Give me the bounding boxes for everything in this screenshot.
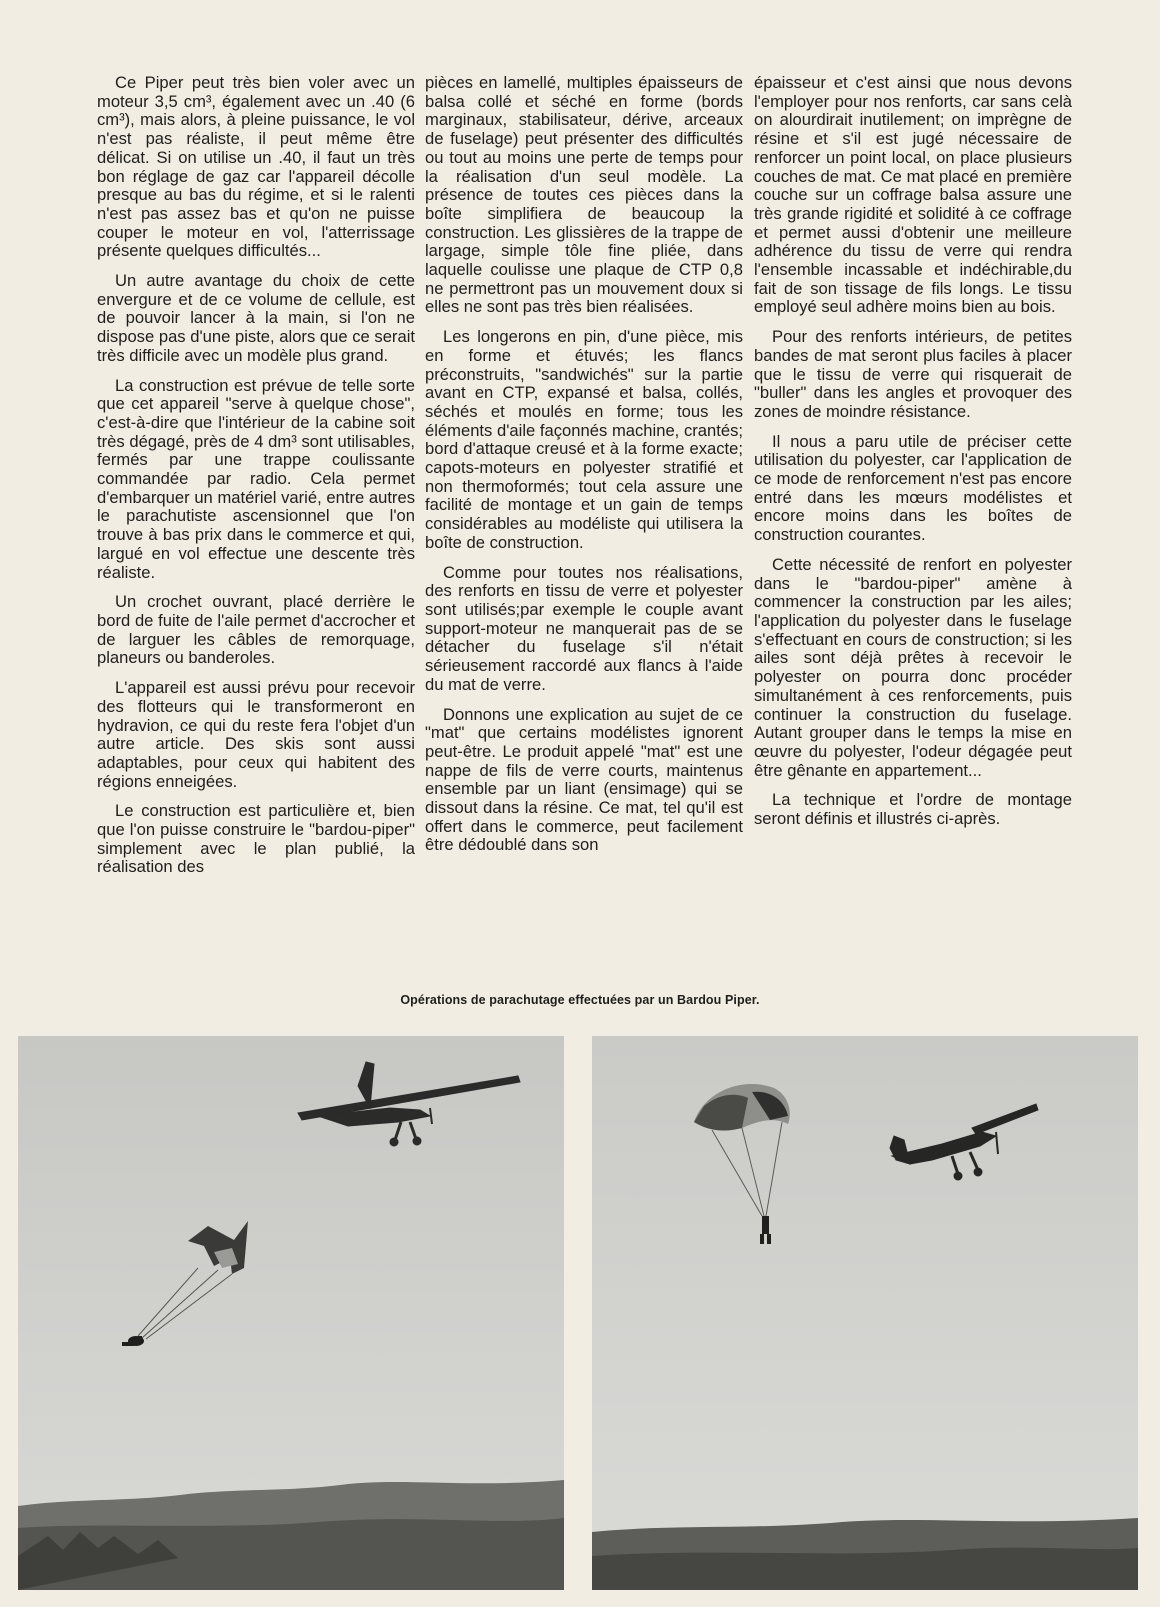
treeline	[592, 1548, 1138, 1590]
paragraph: L'appareil est aussi prévu pour recevoir des flotteurs qui le transformeront en hydravion, ce qui du reste fera l'objet d'un autre article. Des skis sont aussi adaptables, pour ceux qui habitent des régions enneigées.	[97, 678, 415, 791]
photo-plane-parachutist-left	[18, 1036, 564, 1590]
paragraph: Un crochet ouvrant, placé derrière le bord de fuite de l'aile permet d'accrocher et de larguer les câbles de remorquage, planeurs ou banderoles.	[97, 592, 415, 668]
paragraph: La construction est prévue de telle sorte que cet appareil "serve à quelque chose", c'est-à-dire que l'intérieur de la cabine soit très dégagé, près de 4 dm³ sont utilisables, fermés par une trappe coulissante commandée par radio. Cela permet d'embarquer un matériel varié, entre autres le parachutiste ascensionnel que l'on trouve à bas prix dans le commerce et qui, largué en vol effectue une descente très réaliste.	[97, 375, 415, 582]
photo-plane-parachutist-right	[592, 1036, 1138, 1590]
sky	[592, 1036, 1138, 1590]
paragraph: Pour des renforts intérieurs, de petites bandes de mat seront plus faciles à placer que le tissu de verre qui risquerait de "buller" dans les angles et provoquer des zones de moindre résistance.	[754, 327, 1072, 421]
photo-left-image	[18, 1036, 564, 1590]
photo-caption: Opérations de parachutage effectuées par un Bardou Piper.	[400, 993, 760, 1007]
paragraph: épaisseur et c'est ainsi que nous devons l'employer pour nos renforts, car sans celà on alourdirait inutilement; on imprègne de résine et s'il est jugé nécessaire de renforcer un point local, on place plusieurs couches de mat. Ce mat placé en première couche sur un coffrage balsa assure une très grande rigidité et solidité à ce coffrage et permet aussi d'obtenir une meilleure adhérence du tissu de verre qui rendra l'ensemble incassable et indéchirable,du fait de son tissage de fils longs. Le tissu employé seul adhère moins bien au bois.	[754, 73, 1072, 317]
paragraph: Ce Piper peut très bien voler avec un moteur 3,5 cm³, également avec un .40 (6 cm³), mais alors, à pleine puissance, le vol n'est pas réaliste, il peut même être délicat. Si on utilise un .40, il faut un très bon réglage de gaz car l'appareil décolle presque au bas du régime, et si le ralenti n'est pas assez bas et qu'on ne puisse couper le moteur en vol, l'atterrissage présente quelques difficultés...	[97, 73, 415, 261]
paragraph: Il nous a paru utile de préciser cette utilisation du polyester, car l'application de ce mode de renforcement n'est pas encore entré dans les mœurs modélistes et encore moins dans les boîtes de construction courantes.	[754, 431, 1072, 545]
text-column-2	[425, 74, 743, 866]
paragraph: pièces en lamellé, multiples épaisseurs de balsa collé et séché en forme (bords marginaux, stabilisateur, dérive, arceaux de fuselage) peut présenter des difficultés ou tout au moins une perte de temps pour la réalisation d'un seul modèle. La présence de toutes ces pièces dans la boîte simplifiera de beaucoup la construction. Les glissières de la trappe de largage, simple tôle fine pliée, dans laquelle coulisse une plaque de CTP 0,8 ne permettront pas un mouvement doux si elles ne sont pas très bien réalisées.	[425, 73, 743, 317]
paragraph: La technique et l'ordre de montage seront définis et illustrés ci-après.	[754, 790, 1072, 829]
paragraph: Les longerons en pin, d'une pièce, mis en forme et étuvés; les flancs préconstruits, "sandwichés" sur la partie avant en CTP, expansé et balsa, collés, séchés et moulés en forme; tous les éléments d'aile façonnés machine, crantés; bord d'attaque creusé et à la forme exacte; capots-moteurs en polyester stratifié et non thermoformés; tout cela assure une facilité de montage et un gain de temps considérables au modéliste qui utilisera la boîte de construction.	[425, 327, 743, 552]
text-column-1	[97, 74, 415, 888]
paragraph: Le construction est particulière et, bien que l'on puisse construire le "bardou-piper" simplement avec le plan publié, la réalisation des	[97, 801, 415, 877]
paragraph: Cette nécessité de renfort en polyester dans le "bardou-piper" amène à commencer la construction par les ailes; l'application du polyester dans le fuselage s'effectuant en cours de construction; si les ailes sont déjà prêtes à recevoir le polyester on pourra donc procéder simultanément à ces renforcements, puis continuer la construction du fuselage. Autant grouper dans le temps la mise en œuvre du polyester, l'odeur dégagée peut être gênante en appartement...	[754, 554, 1072, 780]
text-column-3	[754, 74, 1072, 840]
paragraph: Comme pour toutes nos réalisations, des renforts en tissu de verre et polyester sont utilisés;par exemple le couple avant support-moteur ne manquerait pas de se détacher du fuselage s'il n'était sérieusement raccordé aux flancs à l'aide du mat de verre.	[425, 562, 743, 694]
paragraph: Un autre avantage du choix de cette envergure et de ce volume de cellule, est de pouvoir lancer à la main, si l'on ne dispose pas d'une piste, alors que ce serait très difficile avec un modèle plus grand.	[97, 271, 415, 365]
photo-right-image	[592, 1036, 1138, 1590]
paragraph: Donnons une explication au sujet de ce "mat" que certains modélistes ignorent peut-être. Le produit appelé "mat" est une nappe de fils de verre courts, maintenus ensemble par un liant (ensimage) qui se dissout dans la résine. Ce mat, tel qu'il est offert dans le commerce, peut facilement être dédoublé dans son	[425, 704, 743, 855]
